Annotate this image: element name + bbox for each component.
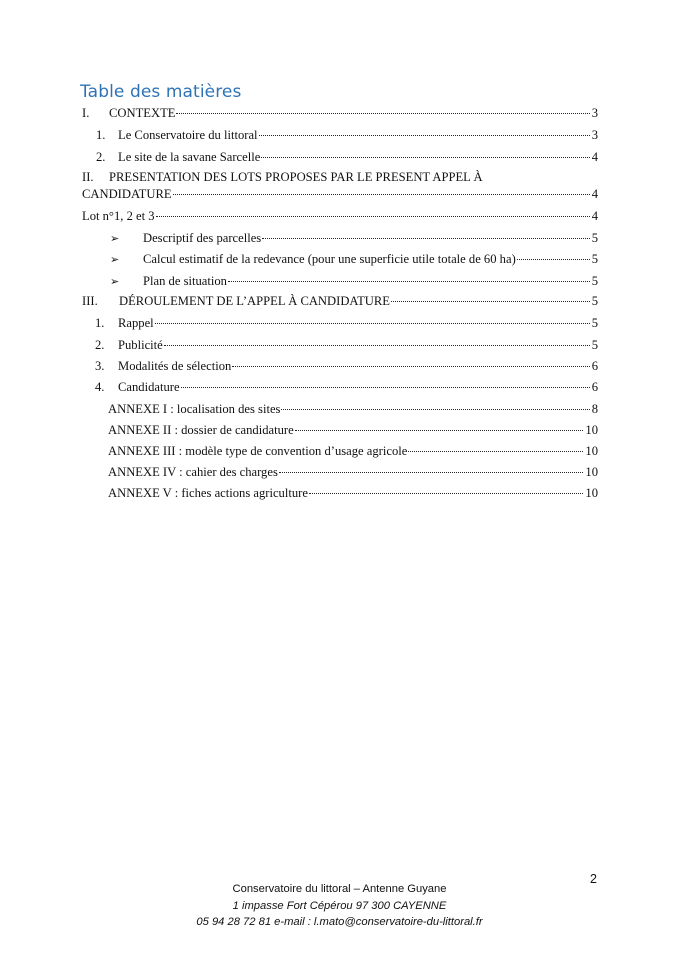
toc-entry-page: 8	[591, 402, 598, 416]
toc-entry-number: 4.	[95, 380, 105, 394]
toc-entry-number: 3.	[95, 359, 105, 373]
footer-contact: 05 94 28 72 81 e-mail : l.mato@conservatoire-du-littoral.fr	[196, 916, 483, 928]
toc-leader-dots	[232, 366, 589, 367]
toc-entry-contexte[interactable]	[82, 104, 598, 122]
toc-entry-plan[interactable]	[110, 272, 598, 290]
toc-leader-dots	[262, 238, 590, 239]
footer-address: 1 impasse Fort Cépérou 97 300 CAYENNE	[232, 900, 447, 912]
toc-leader-dots	[181, 387, 590, 388]
toc-entry-text: Descriptif des parcelles	[143, 231, 262, 245]
toc-entry-text-continued: CANDIDATURE	[82, 187, 172, 201]
toc-entry-text: Le Conservatoire du littoral	[118, 128, 258, 142]
toc-entry-number: 2.	[95, 338, 105, 352]
toc-entry-annexe-5[interactable]	[108, 484, 598, 502]
toc-entry-text: Publicité	[118, 338, 163, 352]
toc-entry-deroulement[interactable]	[82, 292, 598, 310]
toc-entry-text: Rappel	[118, 316, 154, 330]
toc-leader-dots	[261, 157, 589, 158]
toc-entry-page: 4	[591, 150, 598, 164]
toc-entry-page: 5	[591, 294, 598, 308]
toc-entry-page: 4	[591, 187, 598, 201]
toc-leader-dots	[176, 113, 589, 114]
toc-entry-text: Lot n°1, 2 et 3	[82, 209, 155, 223]
toc-entry-calcul[interactable]	[110, 250, 598, 268]
toc-leader-dots	[164, 345, 590, 346]
toc-leader-dots	[391, 301, 590, 302]
toc-leader-dots	[279, 472, 584, 473]
toc-entry-presentation-line2[interactable]	[82, 185, 598, 203]
toc-leader-dots	[228, 281, 590, 282]
toc-entry-page: 5	[591, 231, 598, 245]
toc-entry-text: DÉROULEMENT DE L’APPEL À CANDIDATURE	[119, 294, 390, 308]
toc-leader-dots	[259, 135, 590, 136]
toc-entry-page: 3	[591, 106, 598, 120]
toc-entry-text: Le site de la savane Sarcelle	[118, 150, 261, 164]
toc-entry-page: 6	[591, 359, 598, 373]
toc-entry-text: Calcul estimatif de la redevance (pour une superficie utile totale de 60 ha)	[143, 252, 516, 266]
toc-entry-presentation-line1[interactable]	[82, 168, 598, 186]
toc-entry-annexe-2[interactable]	[108, 421, 598, 439]
toc-entry-modalites[interactable]	[95, 357, 598, 375]
toc-entry-text: ANNEXE V : fiches actions agriculture	[108, 486, 308, 500]
toc-entry-site-savane[interactable]	[96, 148, 598, 166]
arrow-bullet-icon: ➢	[110, 233, 120, 245]
toc-entry-annexe-3[interactable]	[108, 442, 598, 460]
toc-entry-page: 5	[591, 252, 598, 266]
toc-entry-text: ANNEXE I : localisation des sites	[108, 402, 281, 416]
toc-entry-text: Candidature	[118, 380, 180, 394]
toc-entry-page: 10	[585, 444, 598, 458]
toc-entry-text: ANNEXE III : modèle type de convention d’usage agricole	[108, 444, 408, 458]
toc-leader-dots	[156, 216, 590, 217]
toc-entry-text: CONTEXTE	[109, 106, 176, 120]
toc-leader-dots	[155, 323, 590, 324]
arrow-bullet-icon: ➢	[110, 276, 120, 288]
toc-entry-page: 10	[585, 486, 598, 500]
toc-entry-publicite[interactable]	[95, 336, 598, 354]
toc-entry-candidature[interactable]	[95, 378, 598, 396]
toc-entry-page: 5	[591, 316, 598, 330]
toc-entry-lot[interactable]	[82, 207, 598, 225]
toc-leader-dots	[173, 194, 590, 195]
toc-entry-text: ANNEXE IV : cahier des charges	[108, 465, 278, 479]
toc-entry-page: 3	[591, 128, 598, 142]
toc-entry-descriptif[interactable]	[110, 229, 598, 247]
footer-organization: Conservatoire du littoral – Antenne Guyane	[232, 883, 447, 895]
toc-leader-dots	[281, 409, 589, 410]
toc-entry-annexe-4[interactable]	[108, 463, 598, 481]
toc-entry-text: ANNEXE II : dossier de candidature	[108, 423, 294, 437]
toc-entry-page: 10	[585, 423, 598, 437]
toc-entry-conservatoire[interactable]	[96, 126, 598, 144]
toc-entry-page: 4	[591, 209, 598, 223]
toc-entry-number: 1.	[96, 128, 106, 142]
toc-entry-text: PRESENTATION DES LOTS PROPOSES PAR LE PRESENT APPEL À	[109, 170, 483, 184]
toc-entry-page: 5	[591, 274, 598, 288]
toc-entry-page: 6	[591, 380, 598, 394]
toc-entry-page: 10	[585, 465, 598, 479]
page-number: 2	[590, 872, 597, 886]
toc-entry-page: 5	[591, 338, 598, 352]
toc-entry-annexe-1[interactable]	[108, 400, 598, 418]
toc-entry-number: II.	[82, 170, 94, 184]
toc-leader-dots	[517, 259, 590, 260]
toc-entry-number: III.	[82, 294, 98, 308]
toc-title: Table des matières	[80, 82, 242, 102]
arrow-bullet-icon: ➢	[110, 254, 120, 266]
toc-entry-text: Plan de situation	[143, 274, 227, 288]
toc-entry-text: Modalités de sélection	[118, 359, 232, 373]
toc-entry-number: 1.	[95, 316, 105, 330]
toc-entry-number: I.	[82, 106, 90, 120]
toc-leader-dots	[309, 493, 583, 494]
toc-leader-dots	[295, 430, 584, 431]
toc-entry-rappel[interactable]	[95, 314, 598, 332]
toc-leader-dots	[408, 451, 583, 452]
toc-entry-number: 2.	[96, 150, 106, 164]
